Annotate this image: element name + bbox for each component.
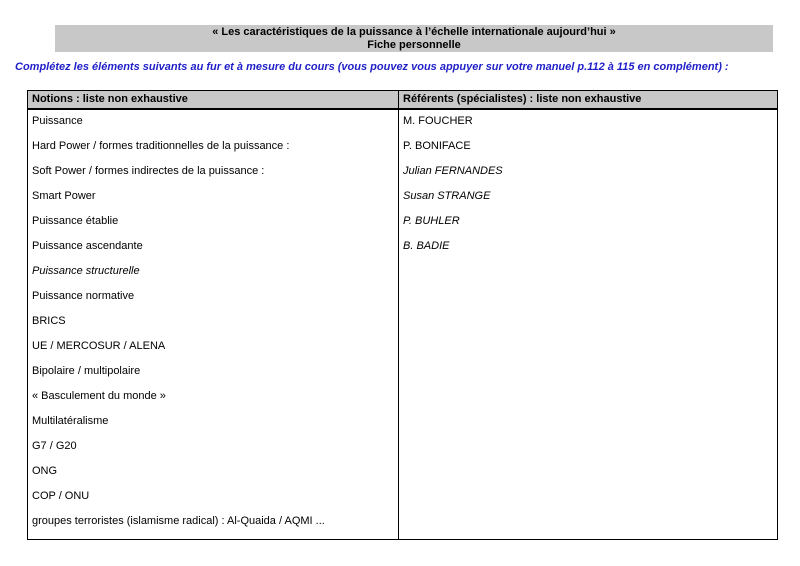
notion-item: Puissance normative [32, 290, 135, 302]
notion-item: Soft Power / formes indirectes de la puissance : [32, 165, 265, 177]
document-header [55, 25, 773, 52]
referent-item: B. BADIE [403, 240, 450, 252]
notion-item: « Basculement du monde » [32, 390, 166, 402]
notion-item: Hard Power / formes traditionnelles de la puissance : [32, 140, 290, 152]
notion-item: Smart Power [32, 190, 96, 202]
referent-item: P. BONIFACE [403, 140, 471, 152]
content-table [27, 90, 778, 540]
document-subtitle: Fiche personnelle [367, 39, 461, 51]
referent-item: M. FOUCHER [403, 115, 473, 127]
notion-item: ONG [32, 465, 58, 477]
notion-item: BRICS [32, 315, 66, 327]
notion-item: Puissance ascendante [32, 240, 143, 252]
table-header-row [28, 91, 778, 110]
notion-item: UE / MERCOSUR / ALENA [32, 340, 166, 352]
notion-item: groupes terroristes (islamisme radical) : Al-Quaida / AQMI ... [32, 515, 325, 527]
notion-item: Puissance établie [32, 215, 119, 227]
column-header-referents: Référents (spécialistes) : liste non exhaustive [399, 91, 778, 110]
column-header-notions: Notions : liste non exhaustive [28, 91, 399, 110]
notion-item: COP / ONU [32, 490, 90, 502]
notion-item: G7 / G20 [32, 440, 77, 452]
table-body-row [28, 109, 778, 540]
notions-cell [28, 109, 399, 540]
notion-item: Bipolaire / multipolaire [32, 365, 141, 377]
referent-item: Julian FERNANDES [403, 165, 503, 177]
notion-item: Puissance [32, 115, 83, 127]
referents-cell [399, 109, 778, 540]
notion-item: Puissance structurelle [32, 265, 140, 277]
referent-item: Susan STRANGE [403, 190, 491, 202]
instruction-text: Complétez les éléments suivants au fur et à mesure du cours (vous pouvez vous appuyer sur votre manuel p.112 à 115 en complément) : [15, 61, 729, 73]
referent-item: P. BUHLER [403, 215, 460, 227]
document-title: « Les caractéristiques de la puissance à l’échelle internationale aujourd’hui » [212, 26, 616, 38]
notion-item: Multilatéralisme [32, 415, 109, 427]
